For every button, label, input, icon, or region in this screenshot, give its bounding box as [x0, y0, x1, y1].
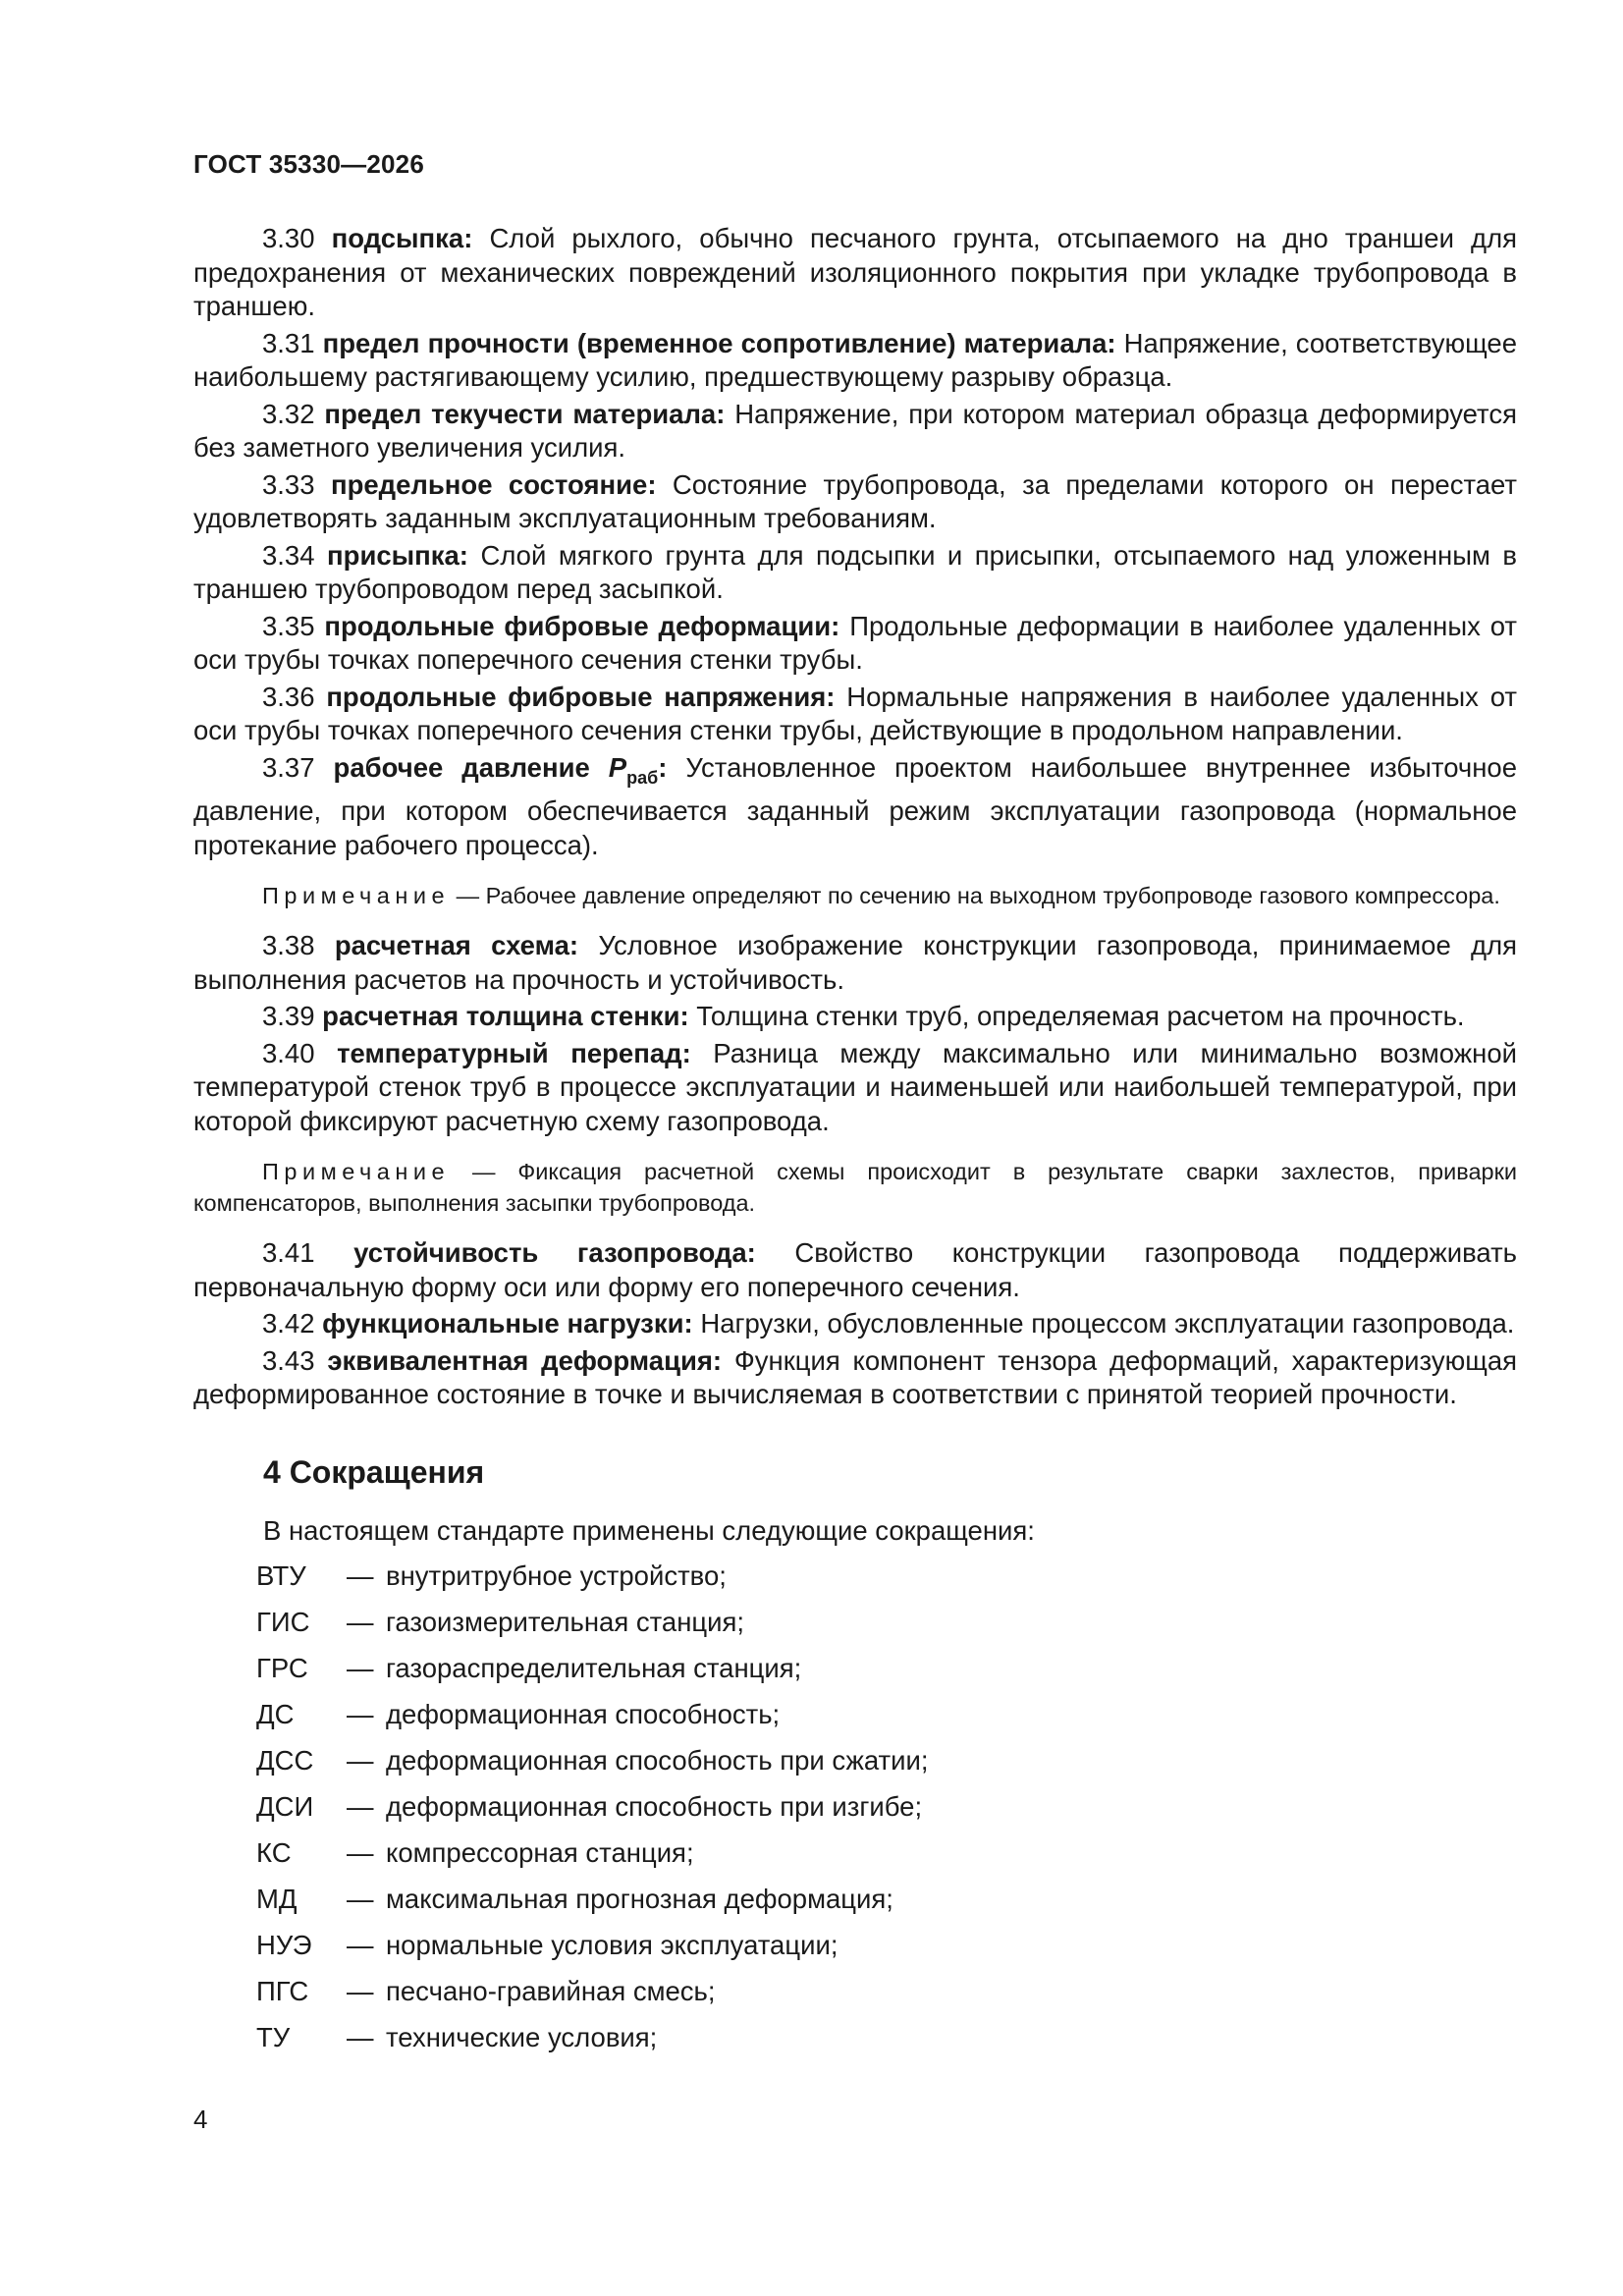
note-label: Примечание — [262, 1159, 451, 1184]
term-number: 3.41 — [262, 1237, 315, 1268]
terms-list-2 — [193, 929, 1517, 1138]
abbreviation-code: КС — [256, 1837, 292, 1868]
note-text: — Рабочее давление определяют по сечению на выходном трубопроводе газового компрессора. — [456, 883, 1500, 908]
term-name: предел прочности (временное сопротивление) материала: — [322, 327, 1116, 358]
abbreviation-code: ДС — [256, 1699, 295, 1729]
term-number: 3.38 — [262, 930, 315, 960]
term-definition: Нагрузки, обусловленные процессом эксплуатации газопровода. — [700, 1308, 1515, 1339]
term-paragraph — [193, 610, 1517, 678]
abbreviation-text: максимальная прогнозная деформация; — [386, 1884, 893, 1914]
term-paragraph — [193, 1236, 1517, 1304]
abbreviation-dash: — — [347, 1607, 374, 1637]
term-paragraph — [193, 1307, 1517, 1341]
abbreviation-code: ДСС — [256, 1745, 314, 1776]
document-header: ГОСТ 35330—2026 — [193, 149, 424, 179]
term-definition: Напряжение, соответствующее наибольшему растягивающему усилию, предшествующему разрыву образца. — [193, 327, 1517, 392]
term-number: 3.31 — [262, 327, 315, 358]
note — [193, 880, 1517, 911]
note-label: Примечание — [262, 883, 451, 908]
section-intro: В настоящем стандарте применены следующие сокращения: — [263, 1514, 1035, 1546]
term-paragraph — [193, 468, 1517, 536]
term-paragraph — [193, 681, 1517, 748]
abbreviation-row — [256, 1744, 1517, 1790]
section-heading: 4 Сокращения — [263, 1453, 485, 1490]
abbreviation-dash: — — [347, 1884, 374, 1914]
abbreviation-code: ГИС — [256, 1607, 310, 1637]
term-paragraph — [193, 539, 1517, 607]
term-name: устойчивость газопровода: — [353, 1237, 756, 1268]
term-definition: Напряжение, при котором материал образца деформируется без заметного увеличения усилия. — [193, 398, 1517, 463]
abbreviation-row — [256, 1606, 1517, 1652]
abbreviation-dash: — — [347, 1745, 374, 1776]
abbreviation-code: МД — [256, 1884, 298, 1914]
abbreviation-dash: — — [347, 1653, 374, 1683]
note-text: — Фиксация расчетной схемы происходит в результате сварки захлестов, приварки компенсаторов, выполнения засыпки трубопровода. — [193, 1159, 1517, 1216]
term-definition: Функция компонент тензора деформаций, характеризующая деформированное состояние в точке и вычисляемая в соответствии с принятой теорией прочности. — [193, 1344, 1518, 1409]
abbreviation-row — [256, 1559, 1517, 1606]
page-number: 4 — [193, 2105, 208, 2134]
term-name: продольные фибровые напряжения: — [326, 681, 836, 712]
term-number: 3.34 — [262, 539, 315, 571]
note — [193, 1156, 1517, 1219]
abbreviation-text: песчано-гравийная смесь; — [386, 1976, 716, 2006]
terms-list-3 — [193, 1236, 1517, 1412]
abbreviation-code: ДСИ — [256, 1791, 314, 1822]
abbreviation-code: НУЭ — [256, 1930, 312, 1960]
term-definition: Слой мягкого грунта для подсыпки и присыпки, отсыпаемого над уложенным в траншею трубопроводом перед засыпкой. — [193, 539, 1518, 604]
term-number: 3.32 — [262, 398, 315, 429]
term-name: подсыпка: — [331, 223, 473, 253]
term-name: функциональные нагрузки: — [322, 1308, 693, 1339]
abbreviation-dash: — — [347, 1560, 374, 1591]
term-definition: Толщина стенки труб, определяемая расчетом на прочность. — [696, 1001, 1465, 1031]
abbreviation-text: деформационная способность при сжатии; — [386, 1745, 929, 1776]
abbreviation-text: нормальные условия эксплуатации; — [386, 1930, 839, 1960]
term-paragraph — [193, 1000, 1517, 1034]
term-paragraph — [193, 327, 1517, 395]
term-definition: Разница между максимально или минимально возможной температурой стенок труб в процессе эксплуатации и наименьшей или наибольшей температурой, при которой фиксируют расчетную схему газопровода. — [193, 1037, 1517, 1136]
abbreviation-row — [256, 1883, 1517, 1929]
term-name: расчетная схема: — [334, 930, 579, 960]
abbreviation-code: ВТУ — [256, 1560, 306, 1591]
abbreviation-list — [193, 1559, 1517, 2067]
abbreviation-dash: — — [347, 1837, 374, 1868]
term-number: 3.43 — [262, 1344, 315, 1376]
abbreviation-row — [256, 1929, 1517, 1975]
abbreviation-row — [256, 1975, 1517, 2021]
term-symbol: P — [608, 751, 627, 783]
abbreviation-row — [256, 1836, 1517, 1883]
term-name: предельное состояние: — [330, 468, 657, 500]
abbreviation-row — [256, 1698, 1517, 1744]
term-number: 3.39 — [262, 1001, 315, 1031]
term-name: эквивалентная деформация: — [327, 1344, 723, 1376]
abbreviation-dash: — — [347, 1976, 374, 2006]
abbreviation-text: газораспределительная станция; — [386, 1653, 802, 1683]
abbreviation-dash: — — [347, 1791, 374, 1822]
abbreviation-text: деформационная способность; — [386, 1699, 781, 1729]
term-name: предел текучести материала: — [324, 398, 726, 429]
abbreviation-row — [256, 2021, 1517, 2067]
term-paragraph — [193, 222, 1517, 324]
term-name: расчетная толщина стенки: — [322, 1001, 689, 1031]
term-paragraph — [193, 1037, 1517, 1139]
term-name: продольные фибровые деформации: — [324, 610, 840, 641]
abbreviation-text: компрессорная станция; — [386, 1837, 694, 1868]
term-number: 3.42 — [262, 1308, 315, 1339]
abbreviation-row — [256, 1652, 1517, 1698]
term-definition: Состояние трубопровода, за пределами которого он перестает удовлетворять заданным эксплуатационным требованиям. — [193, 468, 1518, 533]
term-paragraph — [193, 1344, 1517, 1412]
abbreviation-code: ПГС — [256, 1976, 309, 2006]
term-name: рабочее давление $P_{раб}$: — [333, 751, 668, 788]
term-number: 3.37 — [262, 751, 315, 783]
term-paragraph — [193, 751, 1517, 863]
term-definition: Слой рыхлого, обычно песчаного грунта, отсыпаемого на дно траншеи для предохранения от механических повреждений изоляционного покрытия при укладке трубопровода в траншею. — [193, 223, 1518, 321]
terms-list-1 — [193, 222, 1517, 748]
abbreviation-row — [256, 1790, 1517, 1836]
document-body — [193, 222, 1517, 2067]
abbreviation-dash: — — [347, 2022, 374, 2052]
term-paragraph — [193, 398, 1517, 465]
term-paragraph — [193, 929, 1517, 997]
term-number: 3.30 — [262, 223, 315, 253]
term-number: 3.33 — [262, 468, 315, 500]
term-definition: Продольные деформации в наиболее удаленных от оси трубы точках поперечного сечения стенки трубы. — [193, 610, 1518, 675]
abbreviation-dash: — — [347, 1699, 374, 1729]
term-definition: Условное изображение конструкции газопровода, принимаемое для выполнения расчетов на прочность и устойчивость. — [193, 930, 1518, 995]
abbreviation-text: внутритрубное устройство; — [386, 1560, 727, 1591]
term-symbol-subscript: раб — [626, 767, 659, 788]
abbreviation-text: газоизмерительная станция; — [386, 1607, 745, 1637]
term-definition: Свойство конструкции газопровода поддерживать первоначальную форму оси или форму его поперечного сечения. — [193, 1237, 1517, 1302]
abbreviation-text: деформационная способность при изгибе; — [386, 1791, 923, 1822]
term-name: температурный перепад: — [337, 1037, 691, 1068]
abbreviation-code: ТУ — [256, 2022, 291, 2052]
term-number: 3.40 — [262, 1037, 315, 1068]
term-definition: Установленное проектом наибольшее внутреннее избыточное давление, при котором обеспечивается заданный режим эксплуатации газопровода (нормальное протекание рабочего процесса). — [193, 751, 1517, 860]
term-name: присыпка: — [327, 539, 468, 571]
abbreviation-code: ГРС — [256, 1653, 308, 1683]
term-number: 3.36 — [262, 681, 315, 712]
term-number: 3.35 — [262, 610, 315, 641]
abbreviation-dash: — — [347, 1930, 374, 1960]
abbreviation-text: технические условия; — [386, 2022, 658, 2052]
term-definition: Нормальные напряжения в наиболее удаленных от оси трубы точках поперечного сечения стенки трубы, действующие в продольном направлении. — [193, 681, 1517, 745]
